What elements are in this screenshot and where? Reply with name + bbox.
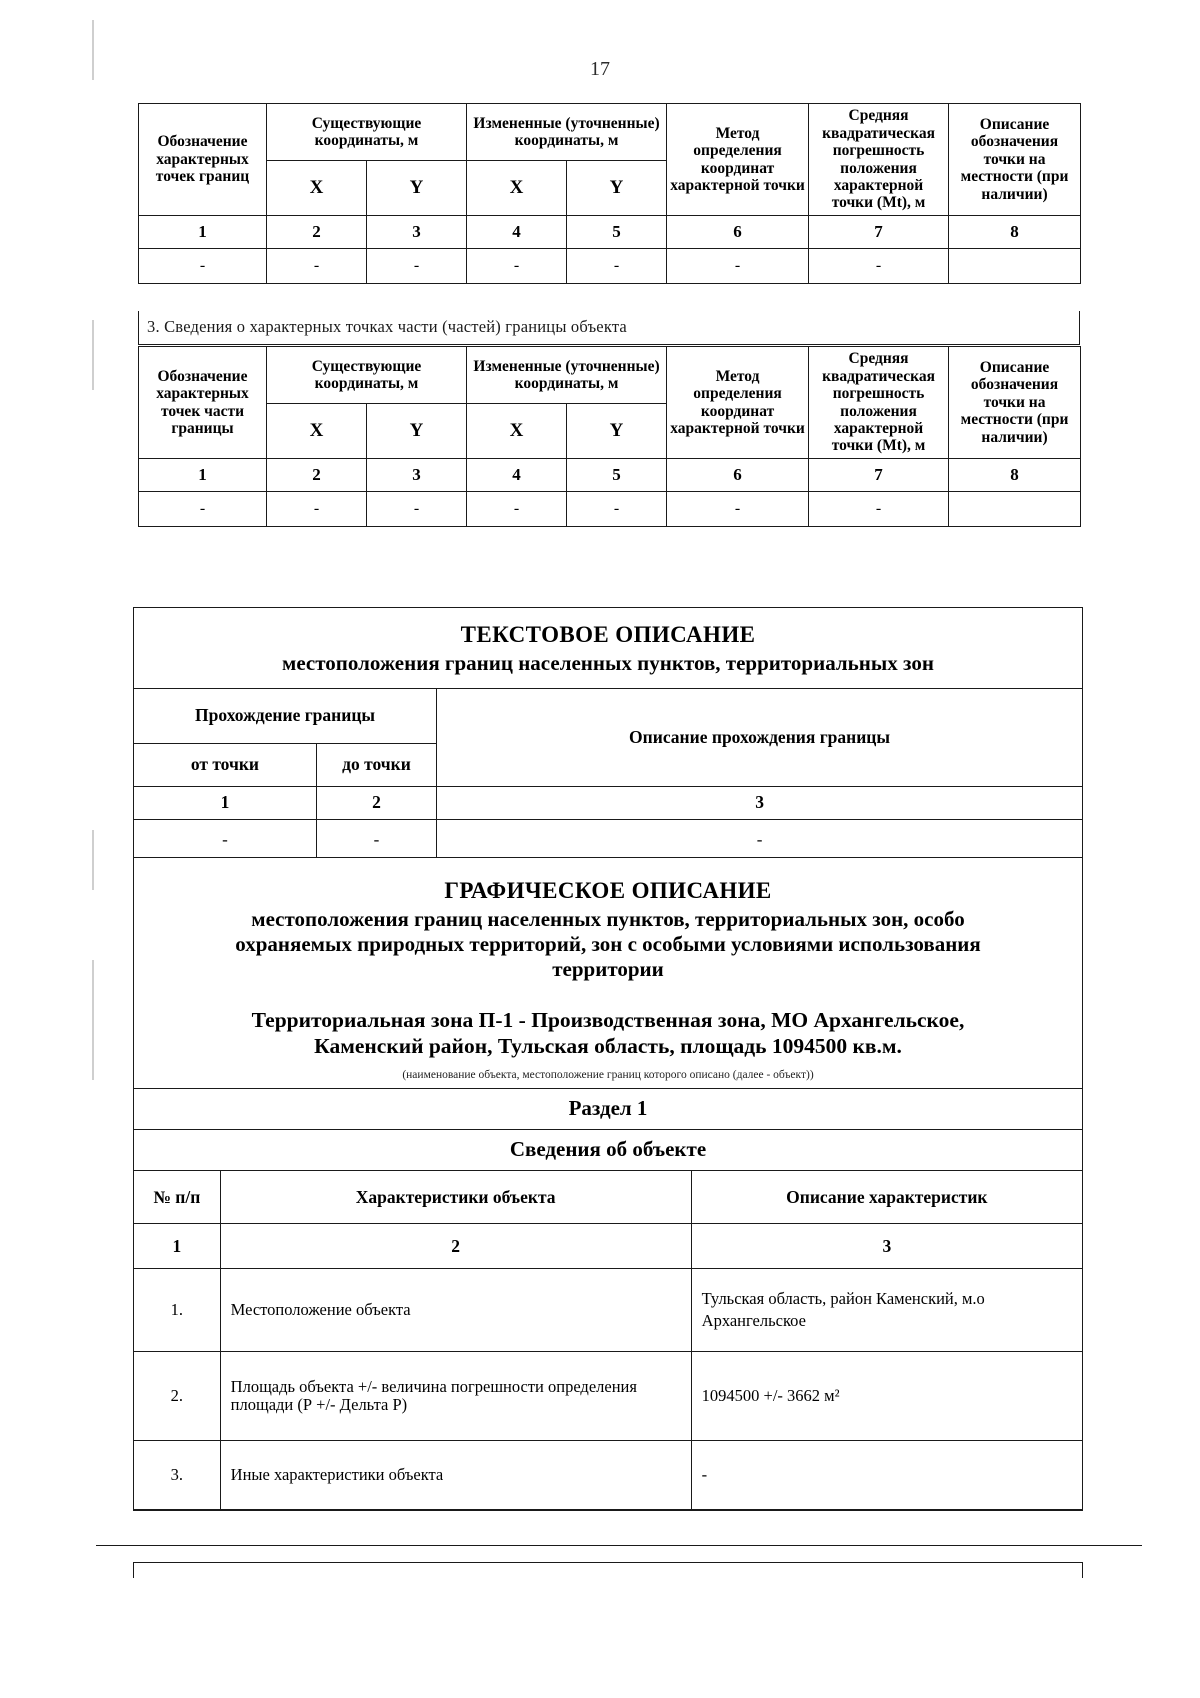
graphic-description-title-sub-2: охраняемых природных территорий, зон с особыми условиями использования [235, 932, 981, 957]
cell-4: - [467, 492, 567, 527]
col-num-3: 3 [437, 787, 1082, 820]
table-header-row [134, 689, 1082, 744]
cell-1: - [139, 249, 267, 284]
page-number: 17 [590, 58, 610, 80]
object-zone-title [134, 989, 1082, 1065]
col-num-1: 1 [139, 216, 267, 249]
scan-margin-mark [92, 830, 94, 890]
col-num-7: 7 [809, 459, 949, 492]
cell-row-number: 1. [134, 1269, 220, 1352]
header-existing-coords: Существующие координаты, м [267, 104, 467, 161]
page-divider-rule [96, 1545, 1142, 1546]
col-num-8: 8 [949, 459, 1081, 492]
cell-1: - [139, 492, 267, 527]
cell-to-point: - [316, 820, 436, 859]
coordinate-table-part-boundary-points [138, 346, 1081, 527]
col-num-2: 2 [267, 216, 367, 249]
col-num-2: 2 [267, 459, 367, 492]
header-existing-y: Y [367, 404, 467, 459]
header-changed-x: X [467, 404, 567, 459]
object-characteristics-table [134, 1170, 1082, 1510]
table-row [134, 1441, 1082, 1510]
header-existing-y: Y [367, 161, 467, 216]
table-header-row [139, 104, 1081, 161]
header-point-description: Описание обозначения точки на местности (при наличии) [949, 347, 1081, 459]
col-num-3: 3 [367, 459, 467, 492]
header-to-point: до точки [316, 744, 436, 787]
cell-2: - [267, 492, 367, 527]
header-changed-y: Y [567, 161, 667, 216]
cell-row-number: 2. [134, 1352, 220, 1441]
cell-description: - [437, 820, 1082, 859]
header-point-description: Описание обозначения точки на местности (при наличии) [949, 104, 1081, 216]
table-header-row [139, 347, 1081, 404]
cell-4: - [467, 249, 567, 284]
cell-3: - [367, 249, 467, 284]
cell-description: - [691, 1441, 1082, 1510]
object-name-caption: (наименование объекта, местоположение границ которого описано (далее - объект)) [402, 1069, 814, 1082]
header-method: Метод определения координат характерной точки [667, 347, 809, 459]
cell-characteristic: Иные характеристики объекта [220, 1441, 691, 1510]
cell-description: Тульская область, район Каменский, м.о Архангельское [691, 1269, 1082, 1352]
razdel-heading: Раздел 1 [134, 1088, 1082, 1129]
table-row [139, 492, 1081, 527]
col-num-4: 4 [467, 459, 567, 492]
cell-7: - [809, 249, 949, 284]
col-num-2: 2 [316, 787, 436, 820]
header-boundary-passage: Прохождение границы [134, 689, 437, 744]
cell-6: - [667, 492, 809, 527]
cell-row-number: 3. [134, 1441, 220, 1510]
header-changed-coords: Измененные (уточненные) координаты, м [467, 347, 667, 404]
table-column-number-row [139, 459, 1081, 492]
table-header-row [134, 1171, 1082, 1224]
table-row [134, 1269, 1082, 1352]
header-existing-x: X [267, 161, 367, 216]
text-description-block [133, 607, 1083, 860]
col-num-1: 1 [134, 1224, 220, 1269]
object-zone-title-line-2: Каменский район, Тульская область, площадь 1094500 кв.м. [314, 1034, 902, 1059]
col-num-3: 3 [367, 216, 467, 249]
header-part-point-designation: Обозначение характерных точек части границы [139, 347, 267, 459]
header-characteristics-description: Описание характеристик [691, 1171, 1082, 1224]
table-column-number-row [134, 787, 1082, 820]
coordinate-table-boundary-points [138, 103, 1081, 284]
col-num-6: 6 [667, 459, 809, 492]
header-row-number: № п/п [134, 1171, 220, 1224]
cell-characteristic: Площадь объекта +/- величина погрешности определения площади (Р +/- Дельта Р) [220, 1352, 691, 1441]
cell-7: - [809, 492, 949, 527]
object-info-heading: Сведения об объекте [134, 1129, 1082, 1170]
col-num-2: 2 [220, 1224, 691, 1269]
table-column-number-row [134, 1224, 1082, 1269]
header-changed-x: X [467, 161, 567, 216]
graphic-description-title-main: ГРАФИЧЕСКОЕ ОПИСАНИЕ [444, 878, 772, 903]
cell-6: - [667, 249, 809, 284]
scan-margin-mark [92, 960, 94, 1080]
header-existing-x: X [267, 404, 367, 459]
next-block-frame-top [133, 1562, 1083, 1578]
cell-8 [949, 492, 1081, 527]
col-num-5: 5 [567, 459, 667, 492]
cell-from-point: - [134, 820, 316, 859]
object-zone-title-line-1: Территориальная зона П-1 - Производственная зона, МО Архангельское, [251, 1007, 965, 1032]
header-existing-coords: Существующие координаты, м [267, 347, 467, 404]
section-3-label: 3. Сведения о характерных точках части (частей) границы объекта [138, 311, 1080, 345]
cell-2: - [267, 249, 367, 284]
col-num-1: 1 [139, 459, 267, 492]
table-column-number-row [139, 216, 1081, 249]
col-num-6: 6 [667, 216, 809, 249]
col-num-3: 3 [691, 1224, 1082, 1269]
table-row [139, 249, 1081, 284]
header-point-designation: Обозначение характерных точек границ [139, 104, 267, 216]
col-num-5: 5 [567, 216, 667, 249]
table-row [134, 820, 1082, 859]
cell-5: - [567, 249, 667, 284]
header-mean-square-error: Средняя квадратическая погрешность положения характерной точки (Mt), м [809, 347, 949, 459]
header-changed-y: Y [567, 404, 667, 459]
col-num-4: 4 [467, 216, 567, 249]
graphic-description-title-sub-3: территории [552, 957, 664, 982]
text-description-title-main: ТЕКСТОВОЕ ОПИСАНИЕ [460, 622, 756, 647]
header-passage-description: Описание прохождения границы [437, 689, 1082, 787]
header-mean-square-error: Средняя квадратическая погрешность положения характерной точки (Mt), м [809, 104, 949, 216]
scan-margin-mark [92, 320, 94, 390]
table-row [134, 1352, 1082, 1441]
col-num-1: 1 [134, 787, 316, 820]
text-description-title [134, 608, 1082, 688]
cell-characteristic: Местоположение объекта [220, 1269, 691, 1352]
header-from-point: от точки [134, 744, 316, 787]
graphic-description-title-sub-1: местоположения границ населенных пунктов, территориальных зон, особо [251, 907, 965, 931]
header-object-characteristics: Характеристики объекта [220, 1171, 691, 1224]
header-changed-coords: Измененные (уточненные) координаты, м [467, 104, 667, 161]
cell-8 [949, 249, 1081, 284]
graphic-description-title [134, 858, 1082, 989]
cell-3: - [367, 492, 467, 527]
cell-description: 1094500 +/- 3662 м² [691, 1352, 1082, 1441]
cell-5: - [567, 492, 667, 527]
col-num-7: 7 [809, 216, 949, 249]
graphic-description-block [133, 857, 1083, 1511]
boundary-passage-table [134, 688, 1082, 859]
col-num-8: 8 [949, 216, 1081, 249]
header-method: Метод определения координат характерной точки [667, 104, 809, 216]
text-description-title-sub: местоположения границ населенных пунктов, территориальных зон [282, 651, 934, 675]
